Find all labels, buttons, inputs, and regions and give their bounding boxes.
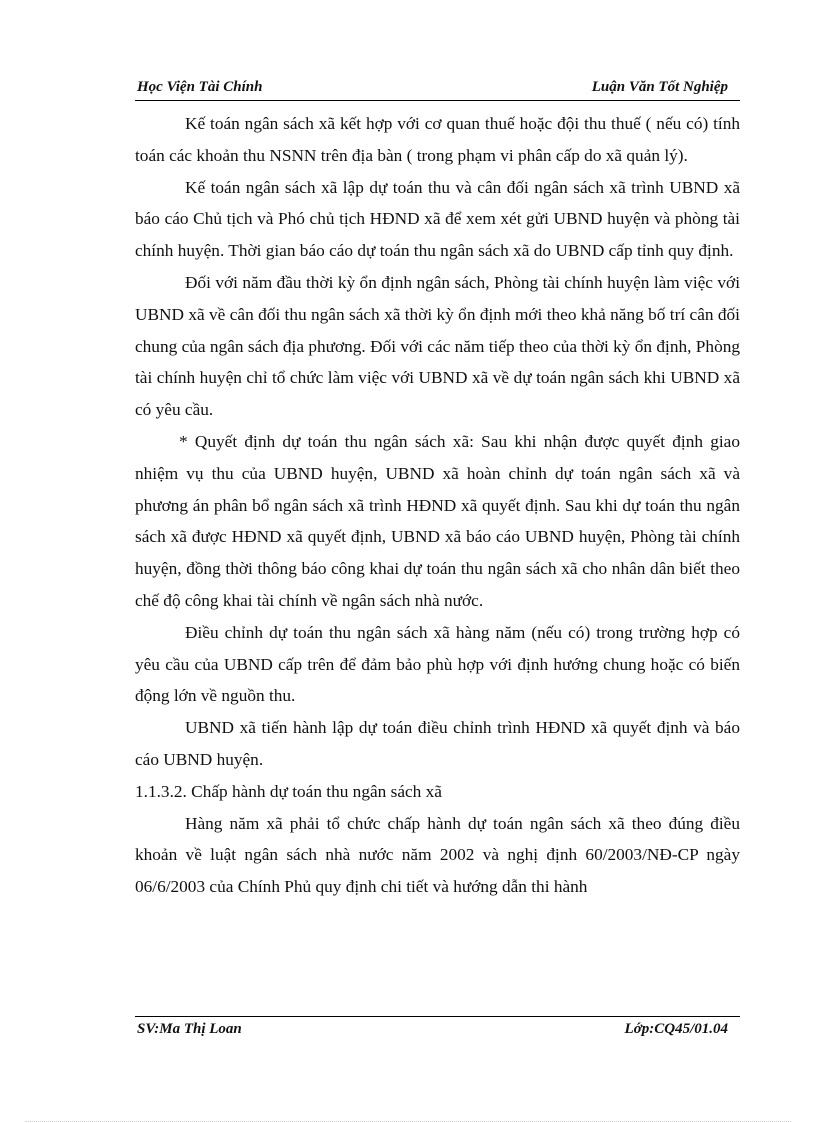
section-heading: 1.1.3.2. Chấp hành dự toán thu ngân sách xã	[135, 781, 442, 801]
page-header	[135, 78, 740, 101]
page-edge-divider	[25, 1121, 791, 1122]
paragraph: * Quyết định dự toán thu ngân sách xã: Sau khi nhận được quyết định giao nhiệm vụ thu của UBND huyện, UBND xã hoàn chỉnh dự toán ngân sách xã và phương án phân bổ ngân sách xã trình HĐND xã quyết định. Sau khi dự toán thu ngân sách xã được HĐND xã quyết định, UBND xã báo cáo UBND huyện, Phòng tài chính huyện, đồng thời thông báo công khai dự toán thu ngân sách xã cho nhân dân biết theo chế độ công khai tài chính về ngân sách nhà nước.	[135, 431, 740, 610]
paragraph: Điều chỉnh dự toán thu ngân sách xã hàng năm (nếu có) trong trường hợp có yêu cầu của UBND cấp trên để đảm bảo phù hợp với định hướng chung hoặc có biến động lớn về nguồn thu.	[135, 622, 740, 706]
paragraph: Đối với năm đầu thời kỳ ổn định ngân sách, Phòng tài chính huyện làm việc với UBND xã về cân đối thu ngân sách xã thời kỳ ổn định mới theo khả năng bố trí cân đối chung của ngân sách địa phương. Đối với các năm tiếp theo của thời kỳ ổn định, Phòng tài chính huyện chỉ tổ chức làm việc với UBND xã về dự toán ngân sách khi UBND xã có yêu cầu.	[135, 272, 740, 420]
document-body	[135, 108, 740, 903]
paragraph: UBND xã tiến hành lập dự toán điều chỉnh trình HĐND xã quyết định và báo cáo UBND huyện.	[135, 718, 740, 769]
paragraph: Kế toán ngân sách xã kết hợp với cơ quan thuế hoặc đội thu thuế ( nếu có) tính toán các khoản thu NSNN trên địa bàn ( trong phạm vi phân cấp do xã quản lý).	[135, 114, 740, 165]
header-document-type: Luận Văn Tốt Nghiệp	[591, 79, 728, 95]
paragraph: Hàng năm xã phải tổ chức chấp hành dự toán ngân sách xã theo đúng điều khoản về luật ngân sách nhà nước năm 2002 và nghị định 60/2003/NĐ-CP ngày 06/6/2003 của Chính Phủ quy định chi tiết và hướng dẫn thi hành	[135, 813, 740, 897]
paragraph: Kế toán ngân sách xã lập dự toán thu và cân đối ngân sách xã trình UBND xã báo cáo Chủ tịch và Phó chủ tịch HĐND xã để xem xét gửi UBND huyện và phòng tài chính huyện. Thời gian báo cáo dự toán thu ngân sách xã do UBND cấp tỉnh quy định.	[135, 177, 740, 261]
page-footer	[135, 1016, 740, 1043]
footer-class: Lớp:CQ45/01.04	[624, 1021, 728, 1037]
footer-student: SV:Ma Thị Loan	[137, 1021, 242, 1037]
header-institution: Học Viện Tài Chính	[137, 79, 263, 95]
